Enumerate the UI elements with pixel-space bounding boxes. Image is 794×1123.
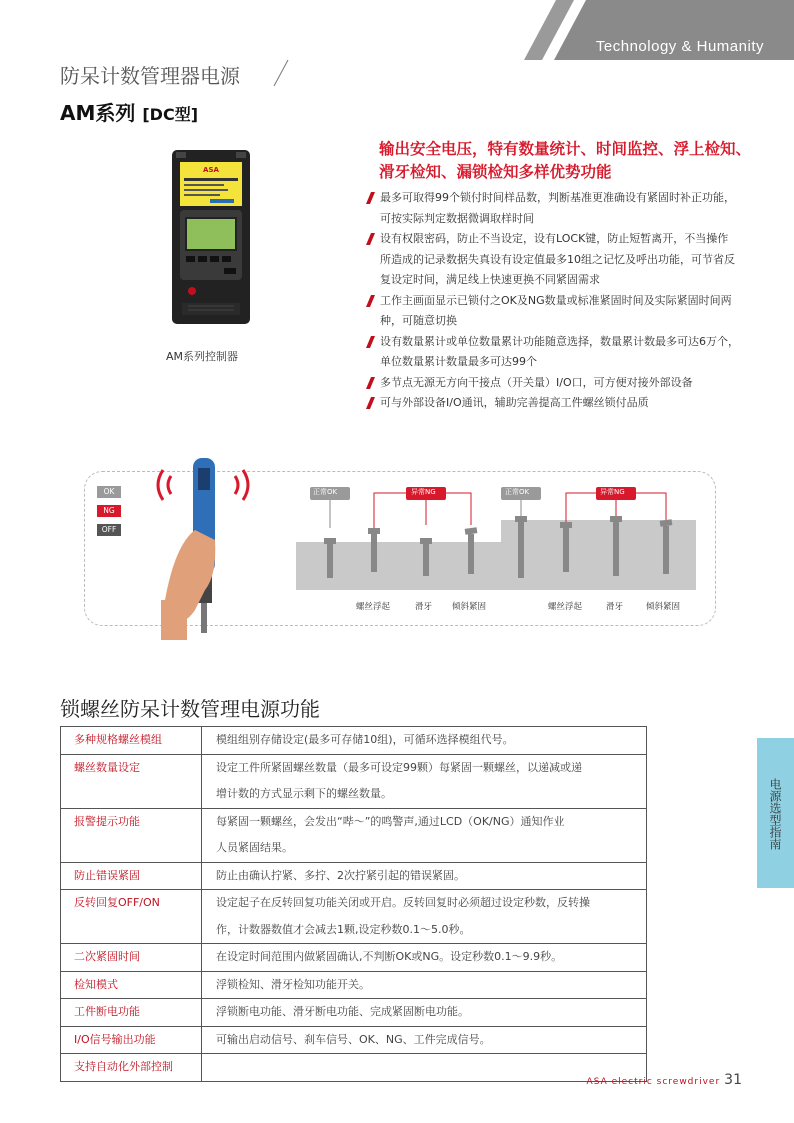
function-name: 支持自动化外部控制 <box>61 1054 202 1082</box>
series-tag: [DC型] <box>142 105 199 124</box>
feature-item: 设有权限密码，防止不当设定，设有LOCK键，防止短暂离开，不当操作所造成的记录数据失真设有设定值最多10组之记忆及呼出功能，可节省反复设定时间，满足线上快速更换不同紧固需求 <box>364 229 739 291</box>
screw-label: 滑牙 <box>415 602 433 612</box>
function-desc <box>202 1026 647 1054</box>
am-controller-image <box>170 148 252 326</box>
function-desc-line: 防止由确认拧紧、多拧、2次拧紧引起的错误紧固。 <box>216 868 465 882</box>
bullet-slash-icon <box>366 233 375 245</box>
function-name: 螺丝数量设定 <box>61 754 202 808</box>
function-desc <box>202 944 647 972</box>
function-name: I/O信号输出功能 <box>61 1026 202 1054</box>
function-desc-line: 可输出启动信号、刹车信号、OK、NG、工件完成信号。 <box>216 1032 491 1046</box>
table-row <box>61 999 647 1027</box>
side-tab[interactable] <box>757 738 794 888</box>
table-row <box>61 754 647 808</box>
function-desc-line: 浮锁断电功能、滑牙断电功能、完成紧固断电功能。 <box>216 1005 469 1018</box>
tag-text: 异常NG <box>600 488 625 496</box>
function-desc <box>202 808 647 862</box>
function-desc <box>202 754 647 808</box>
function-name: 工件断电功能 <box>61 999 202 1027</box>
functions-title: 锁螺丝防呆计数管理电源功能 <box>60 697 320 721</box>
function-desc-line: 增计数的方式显示剩下的螺丝数量。 <box>216 787 392 800</box>
screw-label: 倾斜紧固 <box>452 602 487 612</box>
legend-ng: NG <box>97 505 121 517</box>
function-name: 检知模式 <box>61 971 202 999</box>
footer <box>587 1072 742 1088</box>
function-name: 反转回复OFF/ON <box>61 890 202 944</box>
feature-item: 工作主画面显示已锁付之OK及NG数量或标准紧固时间及实际紧固时间两种，可随意切换 <box>364 291 739 332</box>
bullet-slash-icon <box>366 336 375 348</box>
tag-text: 异常NG <box>411 488 436 496</box>
banner-text: Technology & Humanity <box>595 38 764 55</box>
function-desc-line: 设定工件所紧固螺丝数量（最多可设定99颗）每紧固一颗螺丝，以递减或递 <box>216 760 582 774</box>
table-row <box>61 890 647 944</box>
function-desc-line: 每紧固一颗螺丝，会发出“哔～”的鸣警声,通过LCD（OK/NG）通知作业 <box>216 814 565 828</box>
tag-text: 正常OK <box>505 488 530 496</box>
function-desc <box>202 890 647 944</box>
divider-slash <box>270 58 300 88</box>
function-desc <box>202 971 647 999</box>
table-row <box>61 1054 647 1082</box>
feature-item: 设有数量累计或单位数量累计功能随意选择，数量累计数最多可达6万个，单位数量累计数量最多可达99个 <box>364 332 739 373</box>
feature-item: 最多可取得99个锁付时间样品数，判断基准更准确设有紧固时补正功能，可按实际判定数据微调取样时间 <box>364 188 739 229</box>
screw-label: 倾斜紧固 <box>646 602 681 612</box>
tag-text: 正常OK <box>313 488 338 496</box>
series-title <box>60 97 198 126</box>
function-desc-line: 模组组别存储设定(最多可存储10组)，可循环选择模组代号。 <box>216 733 514 746</box>
side-tab-label: 电源选型指南 <box>768 778 782 850</box>
bullet-slash-icon <box>366 377 375 389</box>
product-caption: AM系列控制器 <box>166 350 239 363</box>
function-desc <box>202 727 647 755</box>
bullet-slash-icon <box>366 192 375 204</box>
function-desc-line: 在设定时间范围内做紧固确认,不判断OK或NG。设定秒数0.1～9.9秒。 <box>216 950 563 963</box>
functions-table <box>60 726 647 1082</box>
table-row <box>61 727 647 755</box>
table-row <box>61 971 647 999</box>
function-name: 多种规格螺丝模组 <box>61 727 202 755</box>
bullet-slash-icon <box>366 397 375 409</box>
function-desc-line: 设定起子在反转回复功能关闭或开启。反转回复时必须超过设定秒数，反转操 <box>216 896 590 909</box>
function-name: 二次紧固时间 <box>61 944 202 972</box>
series-name: AM系列 <box>60 101 136 125</box>
function-desc-line: 人员紧固结果。 <box>216 841 293 854</box>
function-desc-line: 作，计数器数值才会减去1颗,设定秒数0.1～5.0秒。 <box>216 922 471 936</box>
function-desc <box>202 862 647 890</box>
function-desc <box>202 1054 647 1082</box>
function-name: 防止错误紧固 <box>61 862 202 890</box>
product-headline: 输出安全电压，特有数量统计、时间监控、浮上检知、滑牙检知、漏锁检知多样优势功能 <box>379 140 752 181</box>
legend-ok: OK <box>97 486 121 498</box>
screw-label: 螺丝浮起 <box>548 602 583 612</box>
table-row <box>61 808 647 862</box>
feature-item: 可与外部设备I/O通讯，辅助完善提高工件螺丝锁付品质 <box>364 393 739 414</box>
feature-list <box>364 188 739 414</box>
function-name: 报警提示功能 <box>61 808 202 862</box>
svg-text:ASA: ASA <box>203 166 219 174</box>
table-row <box>61 862 647 890</box>
screw-label: 滑牙 <box>606 602 624 612</box>
page-number: 31 <box>724 1072 742 1088</box>
bullet-slash-icon <box>366 295 375 307</box>
table-row <box>61 944 647 972</box>
page-subtitle: 防呆计数管理器电源 <box>60 64 240 88</box>
legend-off: OFF <box>97 524 121 536</box>
screw-states-diagram <box>296 480 696 615</box>
screw-label: 螺丝浮起 <box>356 602 391 612</box>
screwdriver-hand-image <box>145 450 265 655</box>
function-desc-line <box>216 1054 646 1081</box>
footer-brand: ASA electric screwdriver <box>586 1077 721 1087</box>
feature-item: 多节点无源无方向干接点（开关量）I/O口，可方便对接外部设备 <box>364 373 739 394</box>
table-row <box>61 1026 647 1054</box>
function-desc-line: 浮锁检知、滑牙检知功能开关。 <box>216 977 370 991</box>
function-desc <box>202 999 647 1027</box>
